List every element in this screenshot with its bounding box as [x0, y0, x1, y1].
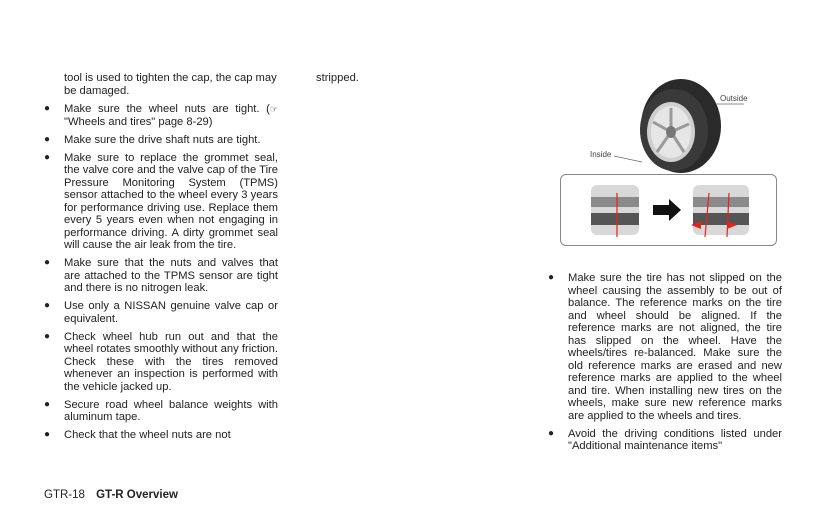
- list-item: ● Avoid the driving conditions listed under "Additional maintenance items": [548, 427, 782, 452]
- section-title: GT-R Overview: [96, 489, 178, 501]
- bullet-icon: ●: [44, 103, 51, 114]
- bullet-icon: ●: [44, 257, 51, 268]
- bullet-icon: ●: [548, 272, 555, 283]
- list-item: ● Make sure the drive shaft nuts are tight.: [44, 133, 261, 146]
- bullet-icon: ●: [44, 151, 51, 163]
- bullet-list: [548, 272, 782, 453]
- bullet-icon: ●: [44, 429, 51, 440]
- bullet-icon: ●: [44, 330, 51, 342]
- page-number: GTR-18: [44, 489, 85, 501]
- bullet-icon: ●: [44, 133, 51, 145]
- list-item: ● Make sure to replace the grommet seal, the valve core and the valve cap of the Tire Pressure Monitoring System (TPMS) sensor attached to the wheel every 3 years for performance driving use. Replace them every 5 years even when not engaging in performance driving. A dirty grommet seal will cause the air leak from the tire.: [44, 151, 278, 251]
- bullet-icon: ●: [548, 427, 555, 439]
- list-item: ● Make sure the tire has not slipped on the wheel causing the assembly to be out of balance. The reference marks on the tire and wheel should be aligned. If the reference marks are not aligned, the tire has slipped on the wheel. Have the wheels/tires re-balanced. Make sure the old reference marks are erased and new reference marks are applied to the wheel and tire. When installing new tires on the wheels, make sure new reference marks are applied to the wheels and tires.: [548, 272, 782, 422]
- tire-drawing: [556, 74, 782, 174]
- balance-mark-drawing: [561, 175, 776, 245]
- tire-illustration: [556, 74, 782, 252]
- middle-continuation-text: stripped.: [316, 72, 359, 84]
- arrow-right-icon: [653, 199, 681, 221]
- list-item: ● Make sure that the nuts and valves that are attached to the TPMS sensor are tight and there is no nitrogen leak.: [44, 257, 278, 294]
- page-reference-icon: ☞: [269, 104, 278, 114]
- bullet-icon: ●: [44, 398, 51, 410]
- list-item: ● Check wheel hub run out and that the wheel rotates smoothly without any friction. Check these with the tires removed whenever an inspection is performed with the vehicle jacked up.: [44, 330, 278, 393]
- list-item: ● Use only a NISSAN genuine valve cap or equivalent.: [44, 300, 278, 325]
- right-column: [548, 272, 782, 458]
- page-footer: [44, 489, 178, 501]
- continuation-text: tool is used to tighten the cap, the cap may be damaged.: [64, 72, 277, 97]
- balance-mark-panel: [560, 174, 777, 246]
- list-item: ● Make sure the wheel nuts are tight. (☞ "Wheels and tires" page 8-29): [44, 103, 278, 128]
- list-item: ● Check that the wheel nuts are not: [44, 429, 231, 441]
- left-column: [44, 72, 278, 447]
- list-item: ● Secure road wheel balance weights with aluminum tape.: [44, 398, 278, 423]
- page-reference-link[interactable]: "Wheels and tires" page 8-29): [64, 115, 213, 128]
- inside-label: Inside: [590, 150, 612, 159]
- outside-label: Outside: [720, 94, 748, 103]
- bullet-icon: ●: [44, 300, 51, 311]
- bullet-list: [44, 103, 278, 442]
